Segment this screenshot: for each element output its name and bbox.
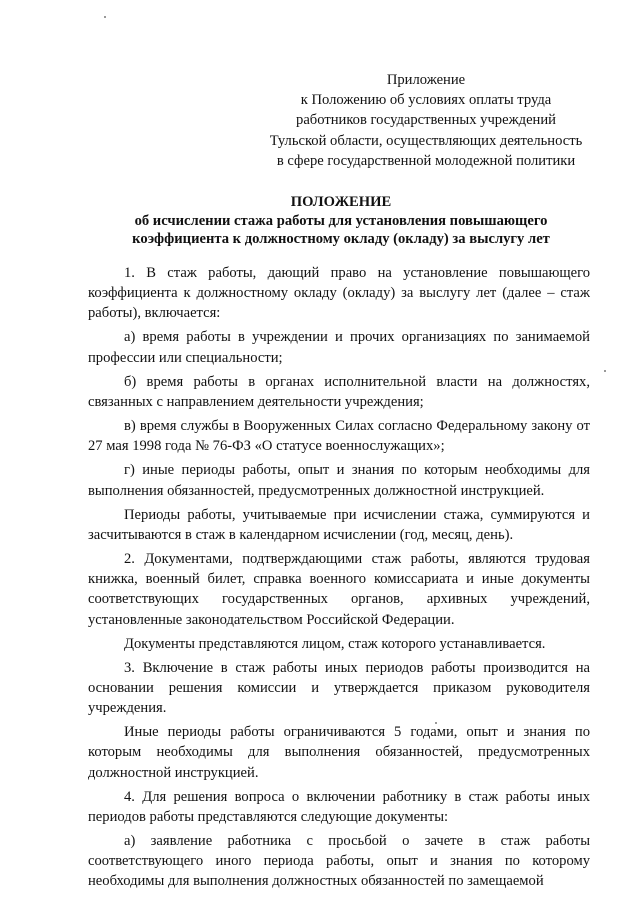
scan-speck (104, 16, 106, 18)
paragraph-4a: а) заявление работника с просьбой о зачете в стаж работы соответствующего иного периода работы, опыт и знания по которому необходимы для выполнения должностных обязанностей по замещаемой (88, 833, 590, 890)
paragraph-other-periods: Иные периоды работы ограничиваются 5 годами, опыт и знания по которым необходимы для выполнения обязанностей, предусмотренных должностной инструкцией. (88, 724, 590, 781)
header-line: к Положению об условиях оплаты труда (300, 92, 552, 109)
paragraph-1b: б) время работы в органах исполнительной власти на должностях, связанных с направлением деятельности учреждения; (88, 373, 590, 410)
scan-speck (604, 370, 606, 372)
paragraph-3: 3. Включение в стаж работы иных периодов работы производится на основании решения комиссии и утверждается приказом руководителя учреждения. (88, 659, 590, 717)
document-title (80, 193, 602, 249)
header-line: Тульской области, осуществляющих деятельность (269, 132, 583, 149)
header-line: работников государственных учреждений (296, 112, 556, 129)
title-line: об исчислении стажа работы для установления повышающего (134, 212, 548, 229)
paragraph-documents: Документы представляются лицом, стаж которого устанавливается. (124, 635, 546, 652)
document-body (88, 263, 590, 892)
header-line: Приложение (386, 72, 466, 88)
header-line: в сфере государственной молодежной политики (276, 152, 576, 169)
paragraph-1a: а) время работы в учреждении и прочих организациях по занимаемой профессии или специальности; (88, 329, 590, 366)
paragraph-1c: в) время службы в Вооруженных Силах согласно Федеральному закону от 27 мая 1998 года № 76-ФЗ «О статусе военнослужащих»; (88, 418, 590, 455)
appendix-header (262, 70, 590, 171)
paragraph-4: 4. Для решения вопроса о включении работнику в стаж работы иных периодов работы представляются следующие документы: (88, 788, 590, 825)
title-heading: ПОЛОЖЕНИЕ (290, 194, 392, 210)
paragraph-1: 1. В стаж работы, дающий право на установление повышающего коэффициента к должностному окладу (окладу) за выслугу лет (далее – стаж работы), включается: (88, 265, 590, 322)
paragraph-1d: г) иные периоды работы, опыт и знания по которым необходимы для выполнения обязанностей, предусмотренных должностной инструкцией. (88, 462, 590, 499)
paragraph-2: 2. Документами, подтверждающими стаж работы, являются трудовая книжка, военный билет, справка военного комиссариата и иные документы соответствующих государственных органов, архивных учреждений, установленные законодательством Российской Федерации. (88, 551, 590, 628)
paragraph-periods: Периоды работы, учитываемые при исчислении стажа, суммируются и засчитываются в стаж в календарном исчислении (год, месяц, день). (88, 506, 590, 543)
title-line: коэффициента к должностному окладу (окладу) за выслугу лет (132, 231, 550, 247)
